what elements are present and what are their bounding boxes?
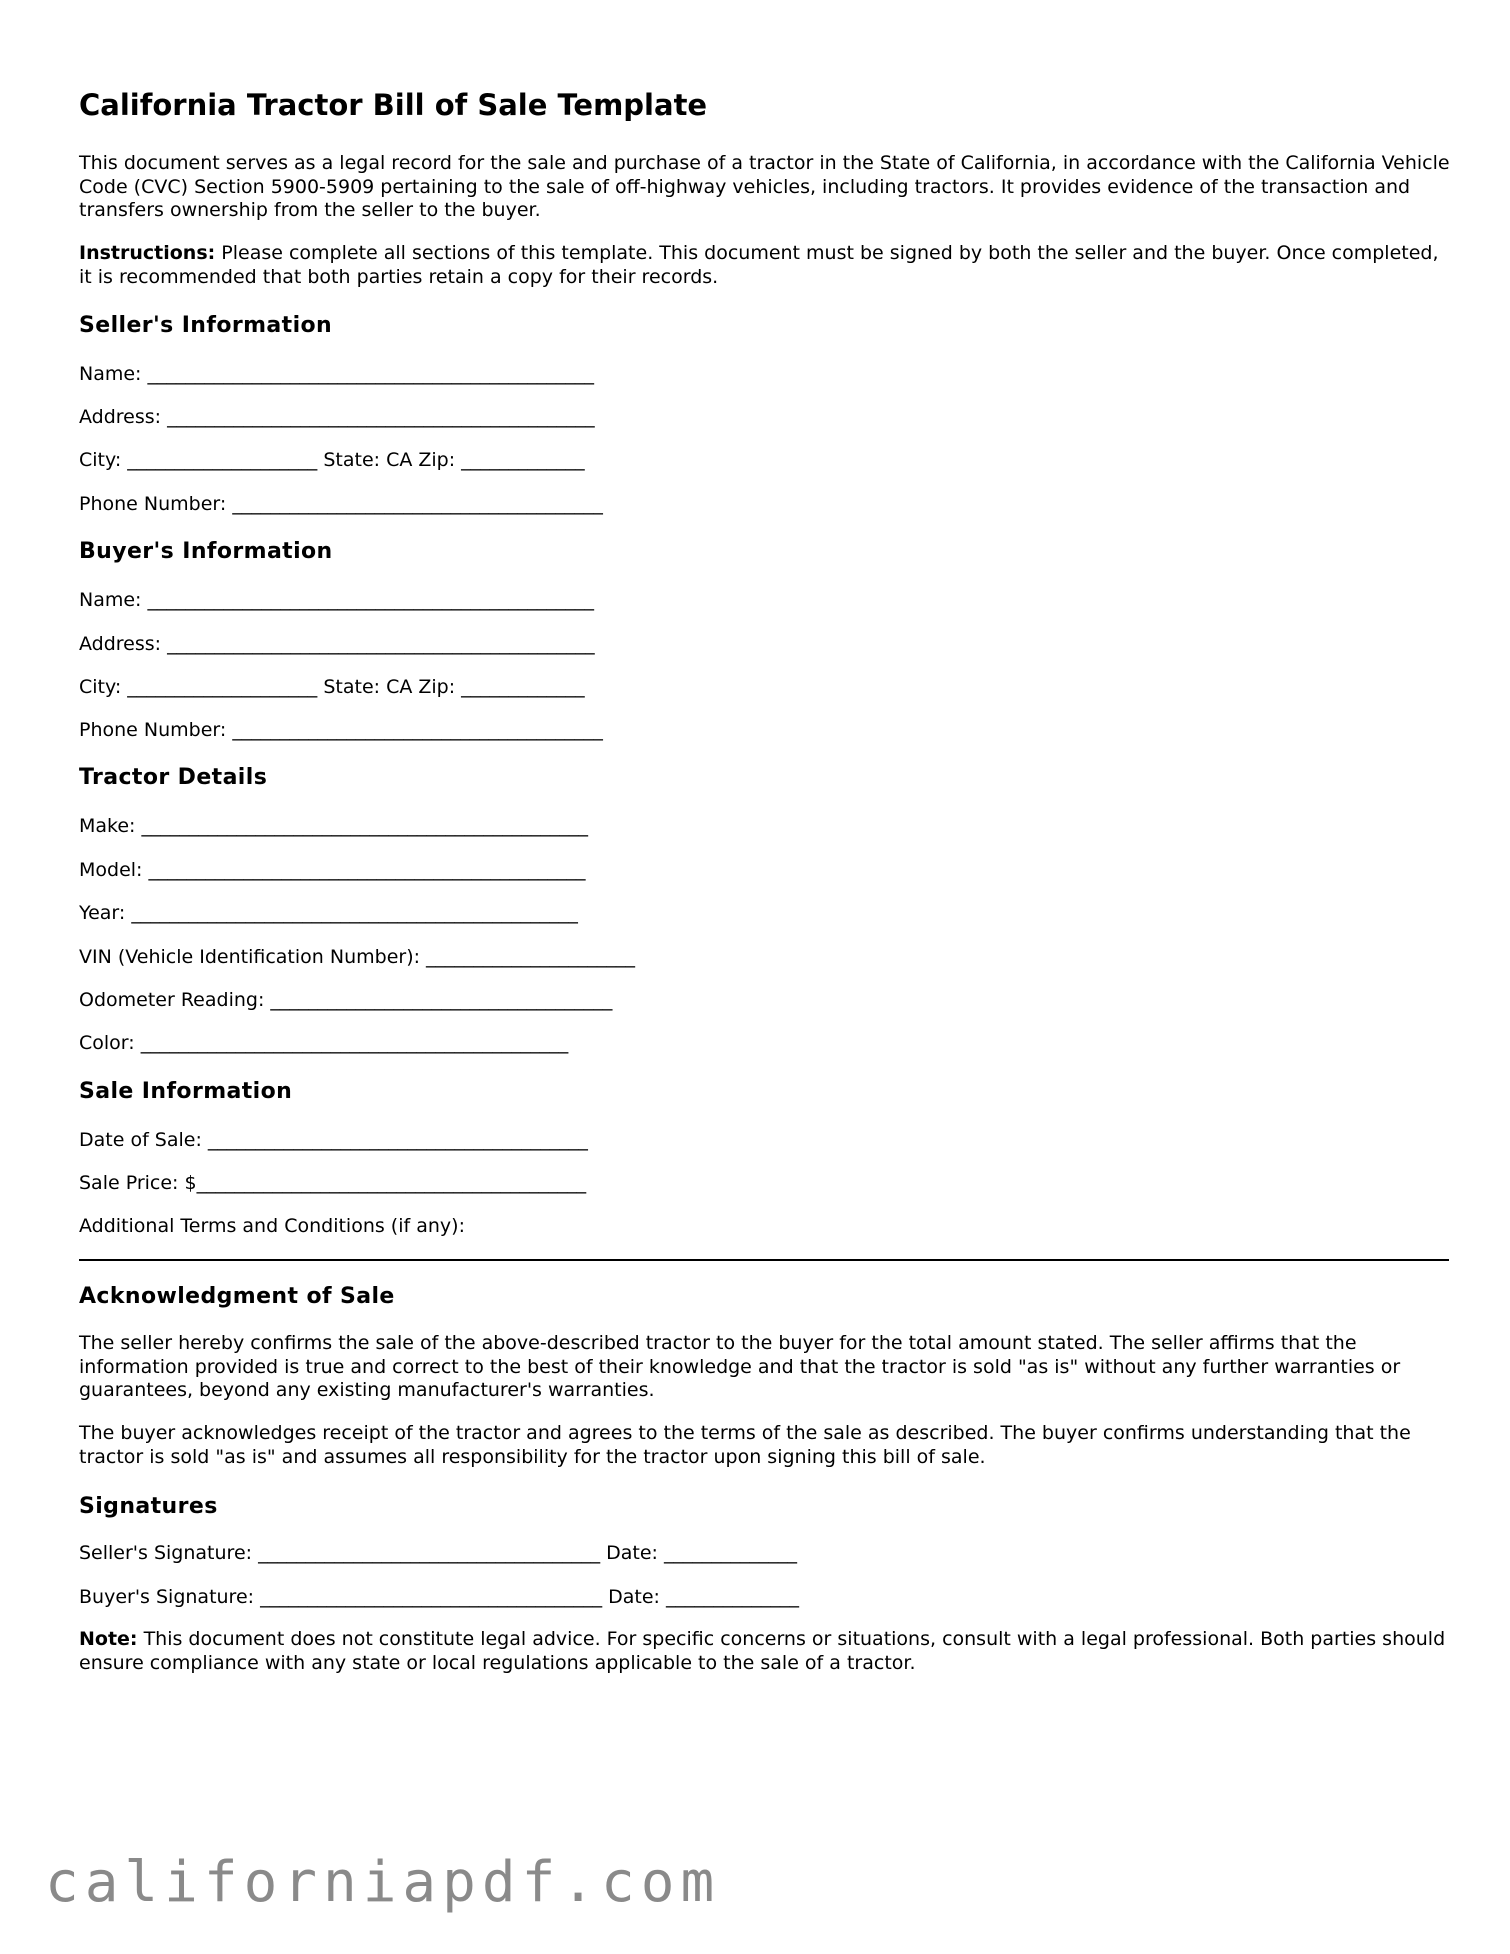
tractor-vin-field[interactable]: VIN (Vehicle Identification Number): ______________________ <box>79 946 636 968</box>
watermark-text: californiapdf.com <box>45 1850 721 1915</box>
seller-signature-field[interactable]: Seller's Signature: ____________________________________ Date: ______________ <box>79 1542 797 1564</box>
tractor-odometer-field[interactable]: Odometer Reading: ____________________________________ <box>79 989 613 1011</box>
tractor-model-field[interactable]: Model: ______________________________________________ <box>79 859 586 881</box>
buyer-phone-field[interactable]: Phone Number: _______________________________________ <box>79 719 603 741</box>
buyer-acknowledgment-paragraph: The buyer acknowledges receipt of the tractor and agrees to the terms of the sale as described. The buyer confirms understanding that the tractor is sold "as is" and assumes all responsibility for the tractor upon signing this bill of sale. <box>79 1422 1411 1468</box>
tractor-heading: Tractor Details <box>79 765 268 790</box>
tractor-color-field[interactable]: Color: _____________________________________________ <box>79 1032 569 1054</box>
seller-phone-field[interactable]: Phone Number: _______________________________________ <box>79 493 603 515</box>
buyer-address-field[interactable]: Address: _____________________________________________ <box>79 633 595 655</box>
document-title: California Tractor Bill of Sale Template <box>79 88 708 122</box>
signatures-heading: Signatures <box>79 1494 218 1519</box>
instructions-paragraph <box>79 242 1451 289</box>
intro-paragraph: This document serves as a legal record for the sale and purchase of a tractor in the State of California, in accordance with the California Vehicle Code (CVC) Section 5900-5909 pertaining to the sale of off-highway vehicles, including tractors. It provides evidence of the transaction and transfers ownership from the seller to the buyer. <box>79 152 1450 221</box>
seller-acknowledgment-paragraph: The seller hereby confirms the sale of the above-described tractor to the buyer for the total amount stated. The seller affirms that the information provided is true and correct to the best of their knowledge and that the tractor is sold "as is" without any further warranties or guarantees, beyond any existing manufacturer's warranties. <box>79 1332 1401 1401</box>
tractor-year-field[interactable]: Year: _______________________________________________ <box>79 902 578 924</box>
additional-terms-label: Additional Terms and Conditions (if any): <box>79 1215 465 1237</box>
instructions-text: Please complete all sections of this template. This document must be signed by both the seller and the buyer. Once completed, it is recommended that both parties retain a copy for their records. <box>79 242 1439 288</box>
seller-city-state-zip-field[interactable]: City: ____________________ State: CA Zip: _____________ <box>79 449 585 471</box>
sale-heading: Sale Information <box>79 1079 293 1104</box>
buyer-signature-field[interactable]: Buyer's Signature: ____________________________________ Date: ______________ <box>79 1586 799 1608</box>
buyer-heading: Buyer's Information <box>79 539 333 564</box>
sale-date-field[interactable]: Date of Sale: ________________________________________ <box>79 1129 588 1151</box>
seller-name-field[interactable]: Name: _______________________________________________ <box>79 363 594 385</box>
note-label: Note: <box>79 1628 138 1650</box>
sale-price-field[interactable]: Sale Price: $_________________________________________ <box>79 1172 587 1194</box>
seller-address-field[interactable]: Address: _____________________________________________ <box>79 406 595 428</box>
buyer-city-state-zip-field[interactable]: City: ____________________ State: CA Zip: _____________ <box>79 676 585 698</box>
note-text: This document does not constitute legal advice. For specific concerns or situations, consult with a legal professional. Both parties should ensure compliance with any state or local regulations applicable to the sale of a tractor. <box>79 1628 1446 1674</box>
instructions-label: Instructions: <box>79 242 216 264</box>
additional-terms-line[interactable] <box>79 1259 1449 1261</box>
seller-heading: Seller's Information <box>79 313 333 338</box>
note-paragraph <box>79 1628 1451 1675</box>
buyer-name-field[interactable]: Name: _______________________________________________ <box>79 589 594 611</box>
acknowledgment-heading: Acknowledgment of Sale <box>79 1284 395 1309</box>
tractor-make-field[interactable]: Make: _______________________________________________ <box>79 815 588 837</box>
